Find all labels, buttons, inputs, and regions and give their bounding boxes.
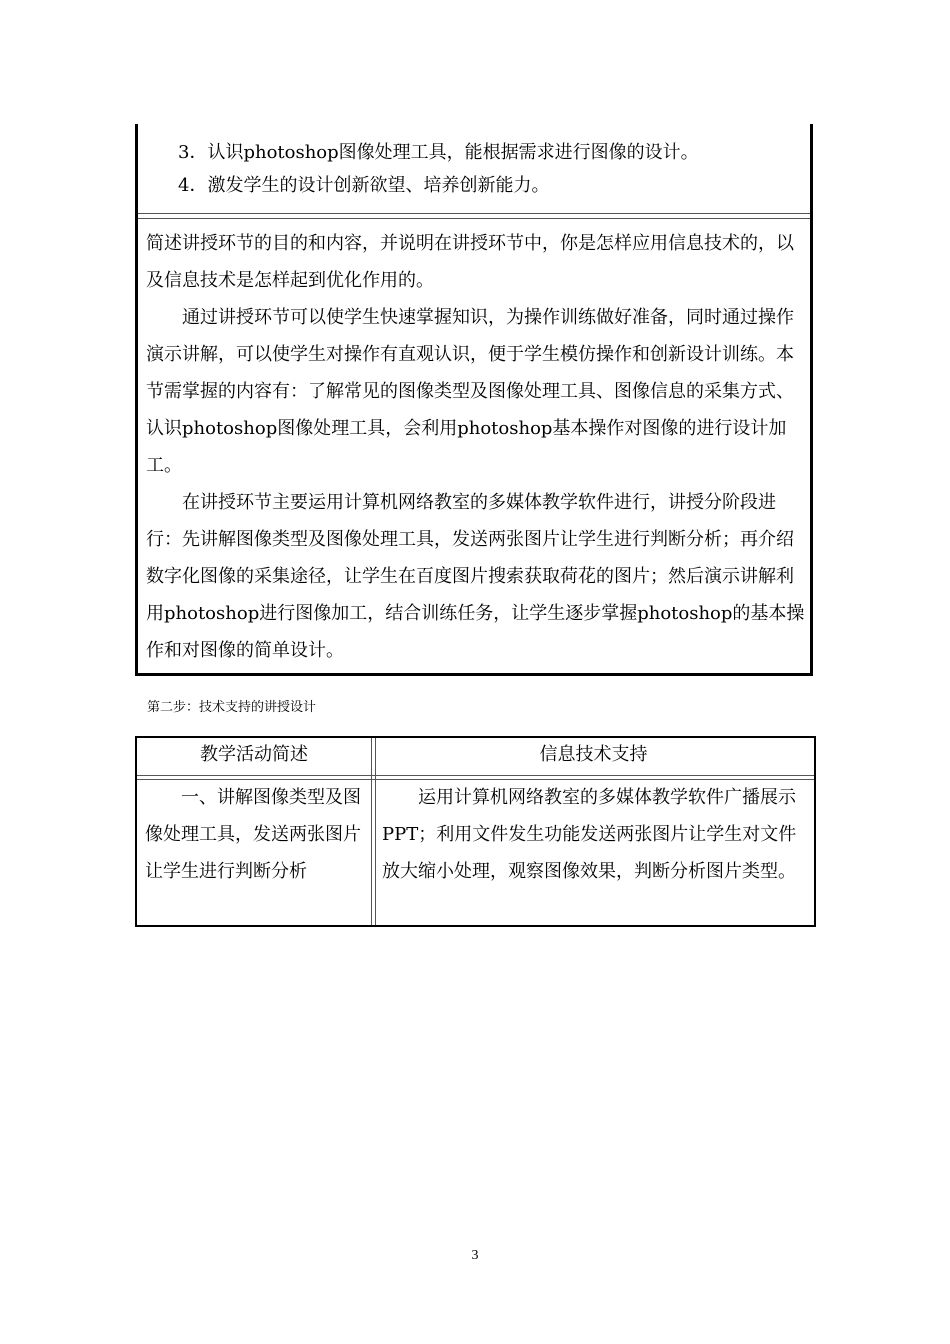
section-divider bbox=[138, 213, 810, 219]
header-it-support: 信息技术支持 bbox=[539, 744, 648, 765]
header-activity: 教学活动简述 bbox=[200, 744, 308, 765]
objective-4: 4．激发学生的设计创新欲望、培养创新能力。 bbox=[178, 175, 550, 196]
page-number: 3 bbox=[471, 1248, 479, 1263]
lecture-prompt: 简述讲授环节的目的和内容，并说明在讲授环节中，你是怎样应用信息技术的，以及信息技术是怎样起到优化作用的。 bbox=[146, 233, 794, 291]
lecture-section-box bbox=[135, 124, 813, 676]
lecture-content bbox=[146, 225, 808, 669]
row1-activity-text: 一、讲解图像类型及图像处理工具，发送两张图片让学生进行判断分析 bbox=[145, 787, 361, 882]
lecture-design-table bbox=[135, 736, 816, 927]
lecture-paragraph-1: 通过讲授环节可以使学生快速掌握知识，为操作训练做好准备，同时通过操作演示讲解，可以使学生对操作有直观认识，便于学生模仿操作和创新设计训练。本节需掌握的内容有：了解常见的图像类型及图像处理工具、图像信息的采集方式、认识photoshop图像处理工具，会利用photoshop基本操作对图像的进行设计加工。 bbox=[146, 307, 794, 476]
step-caption: 第二步：技术支持的讲授设计 bbox=[147, 700, 317, 715]
row1-activity bbox=[145, 779, 367, 890]
lecture-paragraph-2: 在讲授环节主要运用计算机网络教室的多媒体教学软件进行，讲授分阶段进行：先讲解图像类型及图像处理工具，发送两张图片让学生进行判断分析；再介绍数字化图像的采集途径，让学生在百度图片搜索获取荷花的图片；然后演示讲解利用photoshop进行图像加工，结合训练任务，让学生逐步掌握photoshop的基本操作和对图像的简单设计。 bbox=[146, 492, 805, 661]
row1-support-text: 运用计算机网络教室的多媒体教学软件广播展示PPT；利用文件发生功能发送两张图片让学生对文件放大缩小处理，观察图像效果，判断分析图片类型。 bbox=[382, 787, 797, 882]
row1-support bbox=[382, 779, 810, 890]
objective-3: 3．认识photoshop图像处理工具，能根据需求进行图像的设计。 bbox=[178, 142, 699, 163]
